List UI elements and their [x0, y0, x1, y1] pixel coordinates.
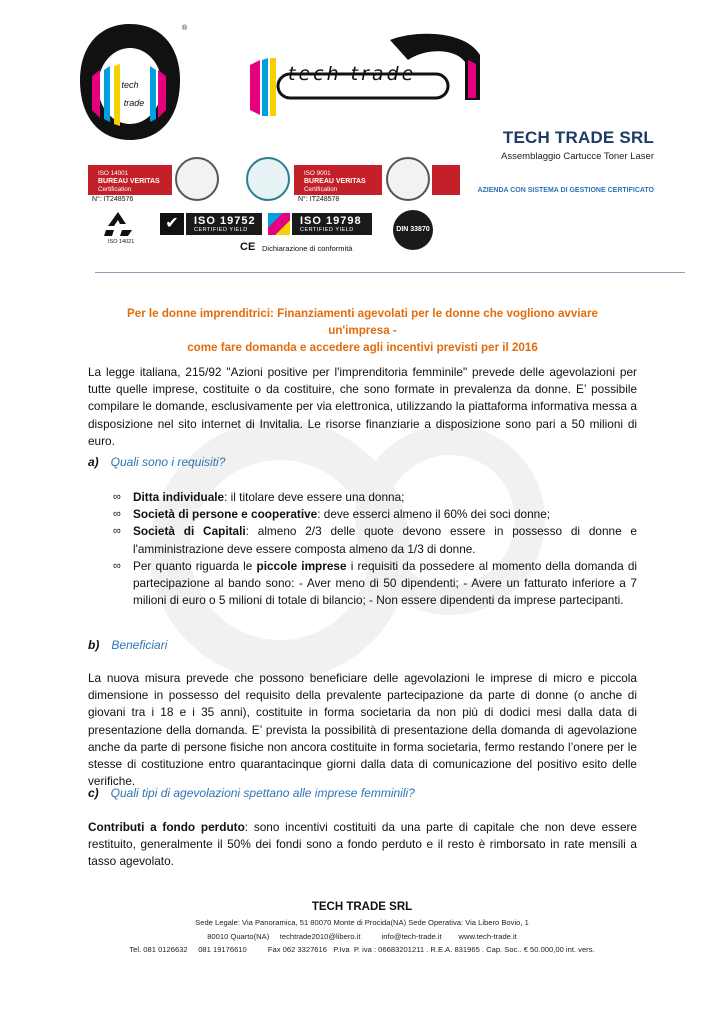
iso9001-body: BUREAU VERITAS: [304, 178, 366, 185]
header-divider: [95, 272, 685, 273]
iso9001-badge: [294, 165, 382, 195]
section-b-heading: [88, 638, 167, 652]
iso9001-number: N°: IT248578: [298, 196, 340, 203]
section-a-label: a): [88, 455, 99, 469]
svg-text:trade: trade: [123, 98, 145, 108]
footer-phone-fiscal: Tel. 081 0126632 081 19176610 Fax 062 3327616 P.Iva P. iva : 06683201211 . R.E.A. 831965 . Cap. Soc.. € 50.000,00 int. vers.: [129, 945, 595, 954]
section-a-heading: [88, 455, 225, 469]
requirements-list: [113, 489, 637, 609]
infinity-bullet-icon: ∞: [113, 508, 121, 521]
section-c-title: Quali tipi di agevolazioni spettano alle imprese femminili?: [110, 786, 415, 800]
title-line-1: Per le donne imprenditrici: Finanziamenti agevolati per le donne che vogliono avviare un'impresa -: [127, 307, 598, 337]
list-item: ∞ Società di persone e cooperative: deve esserci almeno il 60% dei soci donne;: [113, 506, 637, 523]
infinity-bullet-icon: ∞: [113, 491, 121, 503]
svg-text:tech: tech: [121, 80, 139, 90]
section-b-title: Beneficiari: [111, 638, 168, 652]
check-square-icon: ✔: [160, 213, 184, 235]
din-seal: DIN 33870: [393, 210, 433, 250]
section-a-title: Quali sono i requisiti?: [110, 455, 226, 469]
ce-declaration: Dichiarazione di conformità: [262, 244, 353, 253]
red-bar: [432, 165, 460, 195]
iso14001-number: N°: IT248576: [92, 196, 134, 203]
contributi-text: : sono incentivi costituiti da una parte di capitale che non deve essere restituito, generalmente il 50% dei fondi sono a fondo perduto e il resto è rimborsato in rate mensili a tasso agevolato.: [88, 820, 637, 869]
infinity-bullet-icon: ∞: [113, 525, 121, 538]
iso9001-cert: Certification: [304, 186, 338, 193]
footer-contacts: 80010 Quarto(NA) techtrade2010@libero.it info@tech-trade.it www.tech-trade.it: [207, 932, 517, 941]
bureau-veritas-seal-1: [175, 157, 219, 201]
contributi-paragraph: [88, 819, 637, 871]
iso19752-badge: ISO 19752 CERTIFIED YIELD: [186, 213, 262, 235]
document-title: [95, 305, 630, 356]
list-item: ∞ Ditta individuale: il titolare deve essere una donna;: [113, 489, 637, 506]
iso14001-title: ISO 14001: [98, 170, 129, 177]
beneficiari-paragraph: La nuova misura prevede che possono beneficiare delle agevolazioni le imprese di micro e piccola dimensione in possesso del requisito della prevalente partecipazione da parte di donne (o anche di giovani tra i 18 e i 35 anni), costituite in forma societaria da non più di dodici mesi dalla data di presentazione della domanda. E’ prevista la possibilità di presentazione della domanda di agevolazione anche da parte di persone fisiche non ancora costituite in forma societaria, fermo restando l’onere per le stesse di costituzione entro quarantacinque giorni dalla data di comunicazione del positivo esito delle verifiche.: [88, 671, 637, 789]
iso14001-cert: Certification: [98, 186, 132, 193]
intro-paragraph: La legge italiana, 215/92 "Azioni positive per l'imprenditoria femminile" prevede delle agevolazioni per tutte quelle imprese, costituite o da costituire, che sono formate in prevalenza da donne. E’ possibile compilare le domande, esclusivamente per via elettronica, utilizzando la piattaforma informativa messa a disposizione nel sito internet di Invitalia. Le risorse finanziarie a disposizione sono pari a 50 milioni di euro.: [88, 365, 637, 448]
list-item: ∞ Società di Capitali: almeno 2/3 delle quote devono essere in possesso di donne e l'amministrazione deve essere composta almeno da 1/3 di donne.: [113, 524, 637, 556]
iso14001-body: BUREAU VERITAS: [98, 178, 160, 185]
contributi-label: Contributi a fondo perduto: [88, 820, 245, 834]
ce-mark-icon: CE: [240, 241, 256, 253]
section-c-heading: [88, 786, 415, 800]
footer-company: TECH TRADE SRL: [311, 901, 413, 913]
company-name: TECH TRADE SRL: [502, 128, 654, 147]
infinity-bullet-icon: ∞: [113, 559, 121, 572]
section-b-label: b): [88, 638, 100, 652]
quality-system-label: AZIENDA CON SISTEMA DI GESTIONE CERTIFICATO: [477, 187, 654, 194]
section-c-label: c): [88, 786, 99, 800]
tech-trade-round-logo: [70, 18, 190, 148]
company-subtitle: Assemblaggio Cartucce Toner Laser: [501, 151, 654, 162]
iso9001-title: ISO 9001: [304, 170, 331, 177]
footer-address: Sede Legale: Via Panoramica, 51 80070 Monte di Procida(NA) Sede Operativa: Via Libero Bovio, 1: [195, 918, 529, 927]
recycle-label: ISO 14021: [108, 239, 135, 245]
wide-logo-text: tech trade: [288, 63, 417, 85]
title-line-2: come fare domanda e accedere agli incentivi previsti per il 2016: [187, 341, 538, 354]
iso14001-badge: [88, 165, 172, 195]
svg-text:®: ®: [182, 25, 188, 32]
color-drop-icon: [268, 213, 290, 235]
bureau-veritas-seal-2: [386, 157, 430, 201]
list-item: ∞ Per quanto riguarda le piccole imprese i requisiti da possedere al momento della domanda di partecipazione al bando sono: - Aver meno di 50 dipendenti; - Avere un fatturato inferiore a 7 milioni di euro o 5 milioni di totale di bilancio; - Non essere dipendenti da imprese partecipanti.: [113, 558, 637, 608]
iso19798-badge: ISO 19798 CERTIFIED YIELD: [292, 213, 372, 235]
accredia-seal: [246, 157, 290, 201]
recycle-icon: [100, 210, 136, 238]
